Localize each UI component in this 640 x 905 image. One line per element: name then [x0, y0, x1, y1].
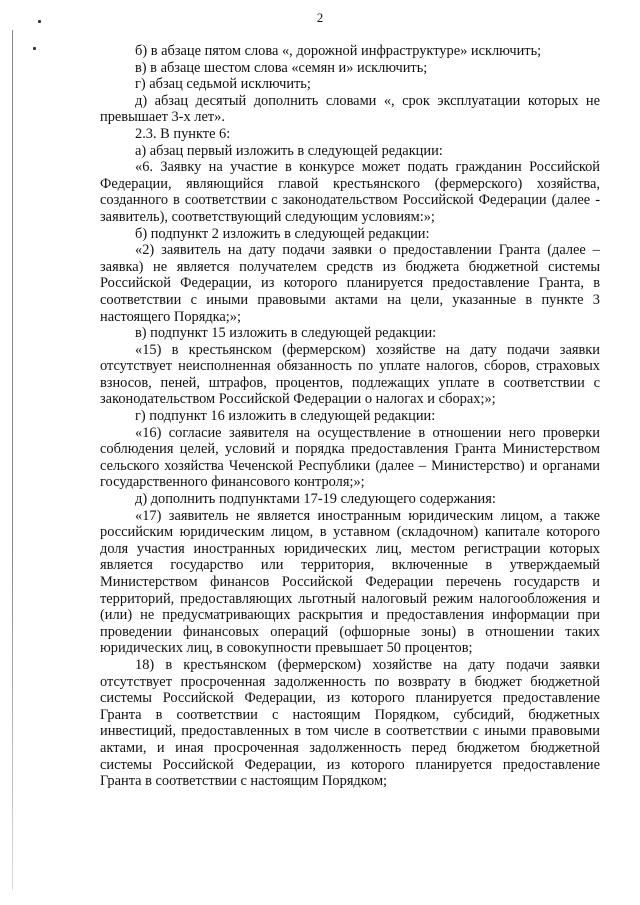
page-number: 2	[316, 10, 324, 25]
paragraph: б) в абзаце пятом слова «, дорожной инфраструктуре» исключить;	[135, 43, 542, 59]
paragraph: в) в абзаце шестом слова «семян и» исключить;	[135, 59, 428, 76]
scan-left-edge	[12, 30, 13, 890]
paragraph: г) абзац седьмой исключить;	[135, 76, 311, 93]
paragraph: в) подпункт 15 изложить в следующей редакции:	[135, 325, 437, 342]
paragraph: «6. Заявку на участие в конкурсе может подать гражданин Российской Федерации, являющийся главой крестьянского (фермерского) хозяйства, созданного в соответствии с законодательством Российской Федерации (далее - заявитель), соответствующий следующим условиям:»;	[100, 159, 600, 225]
paragraph: 2.3. В пункте 6:	[135, 125, 231, 142]
paragraph: 18) в крестьянском (фермерском) хозяйстве на дату подачи заявки отсутствует просроченная задолженность по возврату в бюджет бюджетной системы Российской Федерации, из которого планируется предоставление Гранта в соответствии с настоящим Порядком, субсидий, бюджетных инвестиций, предоставленных в том числе в соответствии с иными правовыми актами, и иная просроченная задолженность перед бюджетом бюджетной системы Российской Федерации, из которого планируется предоставление Гранта в соответствии с настоящим Порядком;	[100, 656, 600, 790]
paragraph: б) подпункт 2 изложить в следующей редакции:	[135, 225, 430, 242]
paragraph: д) дополнить подпунктами 17-19 следующего содержания:	[135, 491, 496, 508]
scan-speck	[33, 47, 36, 50]
paragraph: «17) заявитель не является иностранным юридическим лицом, а также российским юридическим лицом, в уставном (складочном) капитале которого доля участия иностранных юридических лиц, местом регистрации которых является государство или территория, включенные в утверждаемый Министерством финансов Российской Федерации перечень государств и территорий, предоставляющих льготный налоговый режим налогообложения и (или) не предусматривающих раскрытия и предоставления информации при проведении финансовых операций (офшорные зоны) в отношении таких юридических лиц, в совокупности превышает 50 процентов;	[100, 507, 600, 657]
document-body	[100, 43, 600, 790]
paragraph: «2) заявитель на дату подачи заявки о предоставлении Гранта (далее – заявка) не является получателем средств из бюджета бюджетной системы Российской Федерации, из которого планируется предоставление Гранта, в соответствии с иными правовыми актами на цели, указанные в пункте 3 настоящего Порядка;»;	[100, 242, 600, 325]
paragraph: «16) согласие заявителя на осуществление в отношении него проверки соблюдения целей, условий и порядка предоставления Гранта Министерством сельского хозяйства Чеченской Республики (далее – Министерство) и органами государственного финансового контроля;»;	[100, 424, 600, 491]
paragraph: г) подпункт 16 изложить в следующей редакции:	[135, 408, 436, 425]
paragraph: д) абзац десятый дополнить словами «, срок эксплуатации которых не превышает 3-х лет».	[100, 92, 600, 126]
paragraph: «15) в крестьянском (фермерском) хозяйстве на дату подачи заявки отсутствует неисполненная обязанность по уплате налогов, сборов, страховых взносов, пеней, штрафов, процентов, подлежащих уплате в соответствии с законодательством Российской Федерации о налогах и сборах;»;	[100, 341, 600, 408]
paragraph: а) абзац первый изложить в следующей редакции:	[135, 142, 443, 159]
